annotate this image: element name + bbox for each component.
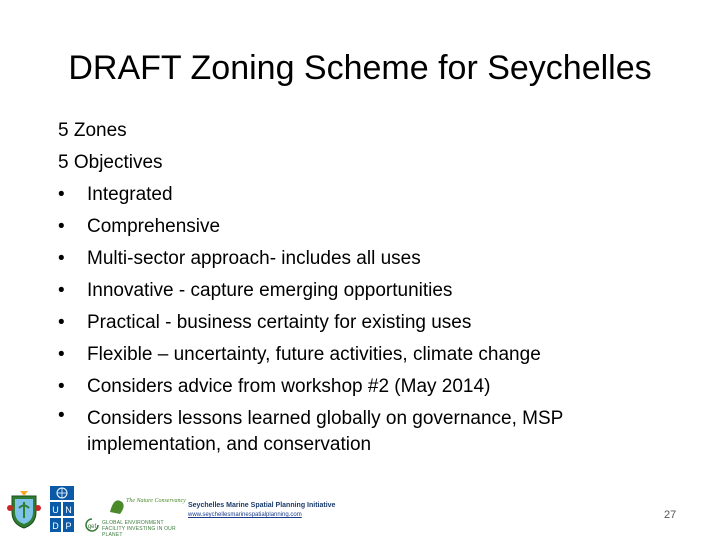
list-item-text: Multi-sector approach- includes all uses — [87, 248, 421, 269]
list-item-text: Considers lessons learned globally on governance, MSP implementation, and conservation — [87, 408, 563, 455]
list-item-text: Practical - business certainty for existing uses — [87, 312, 472, 333]
msp-initiative-title: Seychelles Marine Spatial Planning Initiative — [188, 502, 336, 509]
list-item-text: Flexible – uncertainty, future activities, climate change — [87, 344, 541, 365]
undp-logo — [50, 486, 74, 532]
bullet-icon: • — [58, 405, 65, 426]
undp-letter-n: N — [65, 505, 72, 515]
seychelles-seal-icon — [6, 488, 42, 530]
page-number: 27 — [664, 509, 677, 521]
list-item — [58, 403, 678, 458]
list-item — [58, 243, 678, 275]
bullet-icon: • — [58, 184, 65, 205]
objectives-list — [58, 179, 678, 458]
list-item — [58, 179, 678, 211]
list-item — [58, 275, 678, 307]
list-item — [58, 307, 678, 339]
gef-logo — [84, 518, 100, 532]
bullet-icon: • — [58, 248, 65, 269]
slide-body — [58, 115, 678, 458]
list-item — [58, 211, 678, 243]
list-item-text: Innovative - capture emerging opportunities — [87, 280, 453, 301]
gef-mark: gef — [87, 524, 97, 530]
bullet-icon: • — [58, 216, 65, 237]
objectives-line: 5 Objectives — [58, 152, 163, 173]
list-item-text: Considers advice from workshop #2 (May 2014) — [87, 376, 491, 397]
nature-conservancy-logo — [108, 492, 186, 518]
undp-letter-d: D — [52, 521, 59, 531]
bullet-icon: • — [58, 376, 65, 397]
bullet-icon: • — [58, 312, 65, 333]
bullet-icon: • — [58, 280, 65, 301]
list-item — [58, 371, 678, 403]
list-item — [58, 339, 678, 371]
list-item-text: Comprehensive — [87, 216, 221, 237]
list-item-text: Integrated — [87, 184, 173, 205]
tnc-name: The Nature Conservancy — [126, 498, 186, 504]
footer-logos — [0, 478, 720, 540]
gef-tagline: GLOBAL ENVIRONMENT FACILITY INVESTING IN OUR PLANET — [102, 520, 176, 538]
bullet-icon: • — [58, 344, 65, 365]
undp-letter-p: P — [65, 521, 72, 531]
msp-website-link[interactable]: www.seychellesmarinespatialplanning.com — [188, 512, 302, 518]
undp-letter-u: U — [52, 505, 59, 515]
zones-line: 5 Zones — [58, 120, 127, 141]
slide-title: DRAFT Zoning Scheme for Seychelles — [68, 49, 652, 87]
